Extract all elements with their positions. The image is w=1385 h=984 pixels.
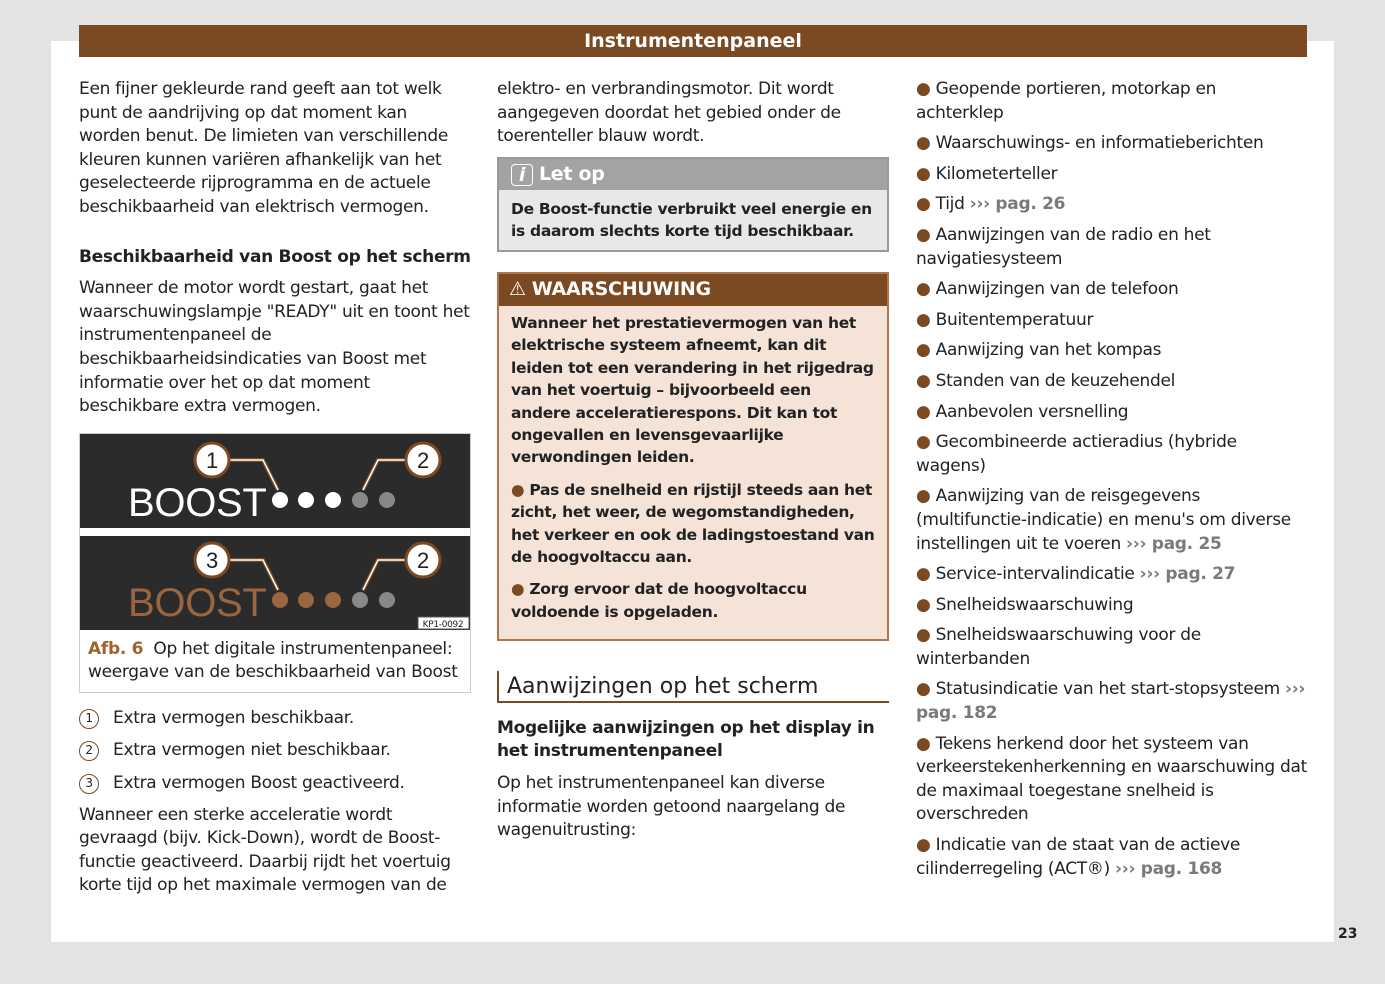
list-item: ● Snelheidswaarschuwing	[916, 594, 1134, 615]
list-item: ● Aanbevolen versnelling	[916, 401, 1129, 422]
legend-item	[79, 772, 471, 796]
note-text: De Boost-functie verbruikt veel energie en is daarom slechts korte tijd beschikbaar.	[511, 200, 872, 241]
list-item: ● Aanwijzing van de reisgegevens (multifunctie-indicatie) en menu's om diverse instellingen uit te voeren ››› pag. 25	[916, 486, 1291, 554]
list-item: ● Kilometerteller	[916, 163, 1058, 184]
list-item: ● Snelheidswaarschuwing voor de winterbanden	[916, 625, 1201, 669]
boost-label: BOOST	[128, 480, 267, 525]
legend-text: Extra vermogen beschikbaar.	[113, 707, 355, 728]
list-item: ● Service-intervalindicatie ››› pag. 27	[916, 564, 1236, 585]
legend-item	[79, 739, 471, 763]
figure-code: KP1-0092	[422, 619, 464, 630]
caption-text: Op het digitale instrumentenpaneel: weergave van de beschikbaarheid van Boost	[88, 638, 458, 682]
page-reference-link[interactable]: ››› pag. 26	[969, 194, 1066, 215]
list-item: ● Waarschuwings- en informatieberichten	[916, 133, 1264, 154]
column-3	[916, 78, 1308, 888]
figure	[79, 433, 471, 693]
page-number: 23	[1338, 926, 1358, 942]
list-item: ● Tijd ››› pag. 26	[916, 194, 1066, 215]
warning-box	[497, 272, 889, 641]
intro-text: Een fijner gekleurde rand geeft aan tot welk punt de aandrijving op dat moment kan worden benut. De limieten van verschillende kleuren kunnen variëren afhankelijk van het geselecteerde rijprogramma en de actuele beschikbaarheid van elektrisch vermogen.	[79, 79, 449, 217]
page-header: Instrumentenpaneel	[79, 25, 1307, 57]
list-item: ● Standen van de keuzehendel	[916, 370, 1176, 391]
page-reference-link[interactable]: ››› pag. 25	[1126, 533, 1222, 554]
page-reference-link[interactable]: ››› pag. 168	[1115, 858, 1223, 879]
list-item: ● Buitentemperatuur	[916, 309, 1094, 330]
list-item: ● Tekens herkend door het systeem van verkeerstekenherkenning en waarschuwing dat de maximaal toegestane snelheid is overschreden	[916, 733, 1307, 825]
legend-text: Extra vermogen niet beschikbaar.	[113, 740, 391, 761]
figure-caption	[80, 630, 470, 692]
column-2	[497, 78, 889, 851]
list-item: ● Aanwijzing van het kompas	[916, 340, 1162, 361]
boost-label-active: BOOST	[128, 580, 267, 625]
caption-label: Afb. 6	[88, 638, 144, 659]
page-reference-link[interactable]: ››› pag. 27	[1139, 564, 1236, 585]
callout-3: 3	[206, 547, 218, 573]
legend-text: Extra vermogen Boost geactiveerd.	[113, 772, 405, 793]
column-1	[79, 78, 471, 906]
note-box	[497, 157, 889, 253]
section-heading: Beschikbaarheid van Boost op het scherm	[79, 246, 471, 267]
subheading: Mogelijke aanwijzingen op het display in het instrumentenpaneel	[497, 717, 875, 762]
section-title: Aanwijzingen op het scherm	[497, 671, 889, 703]
legend-number: 1	[79, 709, 99, 729]
paragraph: elektro- en verbrandingsmotor. Dit wordt aangegeven doordat het gebied onder de toerenteller blauw wordt.	[497, 79, 841, 147]
info-icon: i	[511, 164, 533, 186]
paragraph: Wanneer de motor wordt gestart, gaat het waarschuwingslampje "READY" uit en toont het instrumentenpaneel de beschikbaarheidsindicaties van Boost met informatie over het op dat moment beschikbare extra vermogen.	[79, 278, 470, 417]
legend-number: 3	[79, 774, 99, 794]
list-item: ● Statusindicatie van het start-stopsysteem ››› pag. 182	[916, 679, 1306, 724]
page-reference-link[interactable]: ››› pag. 182	[916, 679, 1306, 724]
legend-number: 2	[79, 741, 99, 761]
boost-illustration	[80, 434, 470, 630]
list-item: ● Gecombineerde actieradius (hybride wagens)	[916, 432, 1237, 476]
warning-title: WAARSCHUWING	[531, 278, 711, 301]
list-item: ● Geopende portieren, motorkap en achterklep	[916, 79, 1217, 123]
note-title: Let op	[539, 162, 605, 185]
list-item: ● Aanwijzingen van de radio en het navigatiesysteem	[916, 224, 1211, 269]
paragraph: Op het instrumentenpaneel kan diverse informatie worden getoond naargelang de wagenuitrusting:	[497, 773, 846, 841]
callout-1: 1	[206, 447, 218, 473]
warning-text: Wanneer het prestatievermogen van het elektrische systeem afneemt, kan dit leiden tot een verandering in het rijgedrag van het voertuig – bijvoorbeeld een andere acceleratierespons. Dit kan tot ongevallen en levensgevaarlijke verwondingen leiden.	[511, 313, 874, 467]
list-item: ● Aanwijzingen van de telefoon	[916, 279, 1179, 300]
warning-bullet: ● Zorg ervoor dat de hoogvoltaccu voldoende is opgeladen.	[511, 580, 807, 621]
legend-item	[79, 707, 471, 731]
callout-2: 2	[417, 447, 429, 473]
paragraph: Wanneer een sterke acceleratie wordt gevraagd (bijv. Kick-Down), wordt de Boost-functie geactiveerd. Daarbij rijdt het voertuig korte tijd op het maximale vermogen van de	[79, 804, 451, 896]
list-item: ● Indicatie van de staat van de actieve cilinderregeling (ACT®) ››› pag. 168	[916, 835, 1241, 879]
warning-triangle-icon: ⚠	[509, 278, 526, 301]
callout-2b: 2	[417, 547, 429, 573]
warning-bullet: ● Pas de snelheid en rijstijl steeds aan het zicht, het weer, de wegomstandigheden, het verkeer en ook de ladingstoestand van de hoogvoltaccu aan.	[511, 480, 875, 567]
